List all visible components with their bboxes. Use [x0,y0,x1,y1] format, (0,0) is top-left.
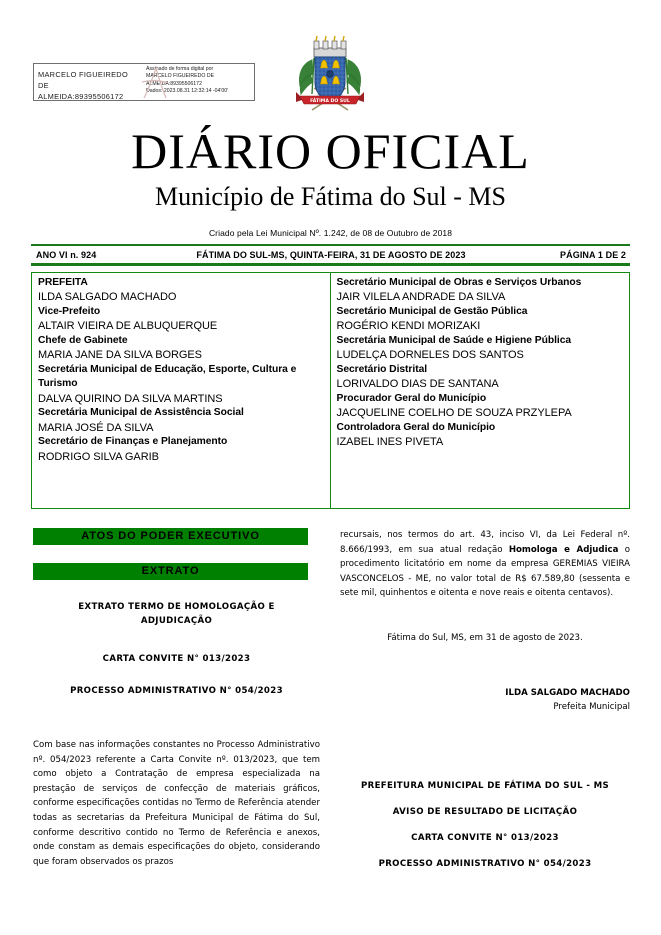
digital-signature-stamp [33,63,255,101]
official-name: ILDA SALGADO MACHADO [38,291,177,304]
signer-name: ILDA SALGADO MACHADO [505,687,630,698]
place-and-date: Fátima do Sul, MS, em 31 de agosto de 2023. [387,632,583,643]
signature-subject-line1: MARCELO FIGUEIREDO DE [38,70,128,90]
page-indicator: PÁGINA 1 DE 2 [560,249,626,260]
official-role: Controladora Geral do Município [336,422,496,433]
official-role: Secretário Municipal de Gestão Pública [336,306,528,317]
signature-subject [34,64,142,100]
signature-detail-line4: Dados: 2023.08.31 12:32:14 -04'00' [146,88,229,95]
extrato-heading-line2: ADJUDICAÇÃO [140,616,213,626]
extrato-paragraph: Com base nas informações constantes no Processo Administrativo nº. 054/2023 referente a Carta Convite nº. 013/2023, que tem como objeto a Contratação de empresa especializada na prestação de serviços de confecção de materiais gráficos, conforme especificações contidas no Termo de Referência atender todas as secretarias da Prefeitura Municipal de Fátima do Sul, conforme descritivo contido no Termo de Referência e anexos, onde constam as demais especificações do objeto, considerando que foram observados os prazos [33,740,320,867]
masthead [0,124,661,240]
homologa-adjudica-emphasis: Homologa e Adjudica [508,544,619,555]
official-name: LUDELÇA DORNELES DOS SANTOS [336,349,524,362]
section-banner-extrato: EXTRATO [33,563,308,580]
official-role: Chefe de Gabinete [38,335,128,346]
processo-administrativo-heading: PROCESSO ADMINISTRATIVO N° 054/2023 [70,686,283,696]
masthead-law-reference: Criado pela Lei Municipal Nº. 1.242, de 08 de Outubro de 2018 [208,228,453,238]
official-role: Secretária Municipal de Assistência Social [38,407,244,419]
body-column-right [340,528,630,871]
official-name: DALVA QUIRINO DA SILVA MARTINS [38,392,223,405]
official-name: MARIA JANE DA SILVA BORGES [38,349,202,362]
signature-detail-line1: Assinado de forma digital por [146,66,214,72]
official-role: Procurador Geral do Município [336,393,487,404]
officials-column-right [331,273,630,508]
notice-heading-line3: CARTA CONVITE N° 013/2023 [411,832,559,843]
official-name: ROGÉRIO KENDI MORIZAKI [336,320,481,333]
official-role: Vice-Prefeito [38,306,101,317]
homologacao-paragraph-part2: o procedimento licitatório em nome da empresa GEREMIAS VIEIRA VASCONCELOS - ME, no valor total de R$ 67.589,80 (sessenta e sete mil, quinhentos e oitenta e nove reais e oitenta centavos). [340,544,630,599]
issue-info-bar [31,244,630,266]
official-name: IZABEL INES PIVETA [336,436,444,449]
signature-details [142,64,254,100]
extrato-heading-line1: EXTRATO TERMO DE HOMOLOGAÇÃO E [78,602,275,612]
svg-text:FÁTIMA DO SUL: FÁTIMA DO SUL [310,99,350,104]
notice-heading-line1: PREFEITURA MUNICIPAL DE FÁTIMA DO SUL - MS [360,780,610,791]
issue-date: FÁTIMA DO SUL-MS, QUINTA-FEIRA, 31 DE AGOSTO DE 2023 [196,249,466,260]
officials-column-left [32,273,331,508]
officials-box [31,272,630,509]
official-role: Secretário de Finanças e Planejamento [38,436,228,448]
signer-title: Prefeita Municipal [553,702,630,713]
notice-heading-line2: AVISO DE RESULTADO DE LICITAÇÃO [392,806,578,817]
homologacao-paragraph-part1: recursais, nos termos do art. 43, inciso VI, da Lei Federal nº. 8.666/1993, em sua atual redação [340,530,630,555]
page-title: DIÁRIO OFICIAL [131,123,530,179]
official-name: RODRIGO SILVA GARIB [38,450,159,463]
section-banner-atos-do-poder-executivo: ATOS DO PODER EXECUTIVO [33,528,308,545]
coat-of-arms-icon [290,30,370,122]
official-name: LORIVALDO DIAS DE SANTANA [336,378,499,391]
official-role: Secretária Municipal de Educação, Esporte, Cultura e Turismo [38,364,297,390]
signature-subject-line2: ALMEIDA:89395506172 [38,92,124,101]
official-name: ALTAIR VIEIRA DE ALBUQUERQUE [38,320,218,333]
official-role: PREFEITA [38,277,88,288]
signature-detail-line2: MARCELO FIGUEIREDO DE [146,73,215,80]
official-name: JAIR VILELA ANDRADE DA SILVA [336,291,506,304]
masthead-subtitle: Município de Fátima do Sul - MS [155,182,506,211]
homologacao-paragraph [340,528,630,601]
carta-convite-heading: CARTA CONVITE N° 013/2023 [102,654,251,664]
official-name: JACQUELINE COELHO DE SOUZA PRZYLEPA [336,407,572,420]
official-role: Secretário Distrital [336,364,428,375]
official-name: MARIA JOSÉ DA SILVA [38,421,154,434]
notice-heading-line4: PROCESSO ADMINISTRATIVO N° 054/2023 [378,858,592,869]
issue-number: ANO VI n. 924 [36,249,97,260]
official-role: Secretário Municipal de Obras e Serviços Urbanos [336,277,582,288]
signature-detail-line3: ALMEIDA:89395506172 [146,80,202,87]
official-role: Secretária Municipal de Saúde e Higiene Pública [336,335,572,346]
body-column-left [33,600,320,869]
